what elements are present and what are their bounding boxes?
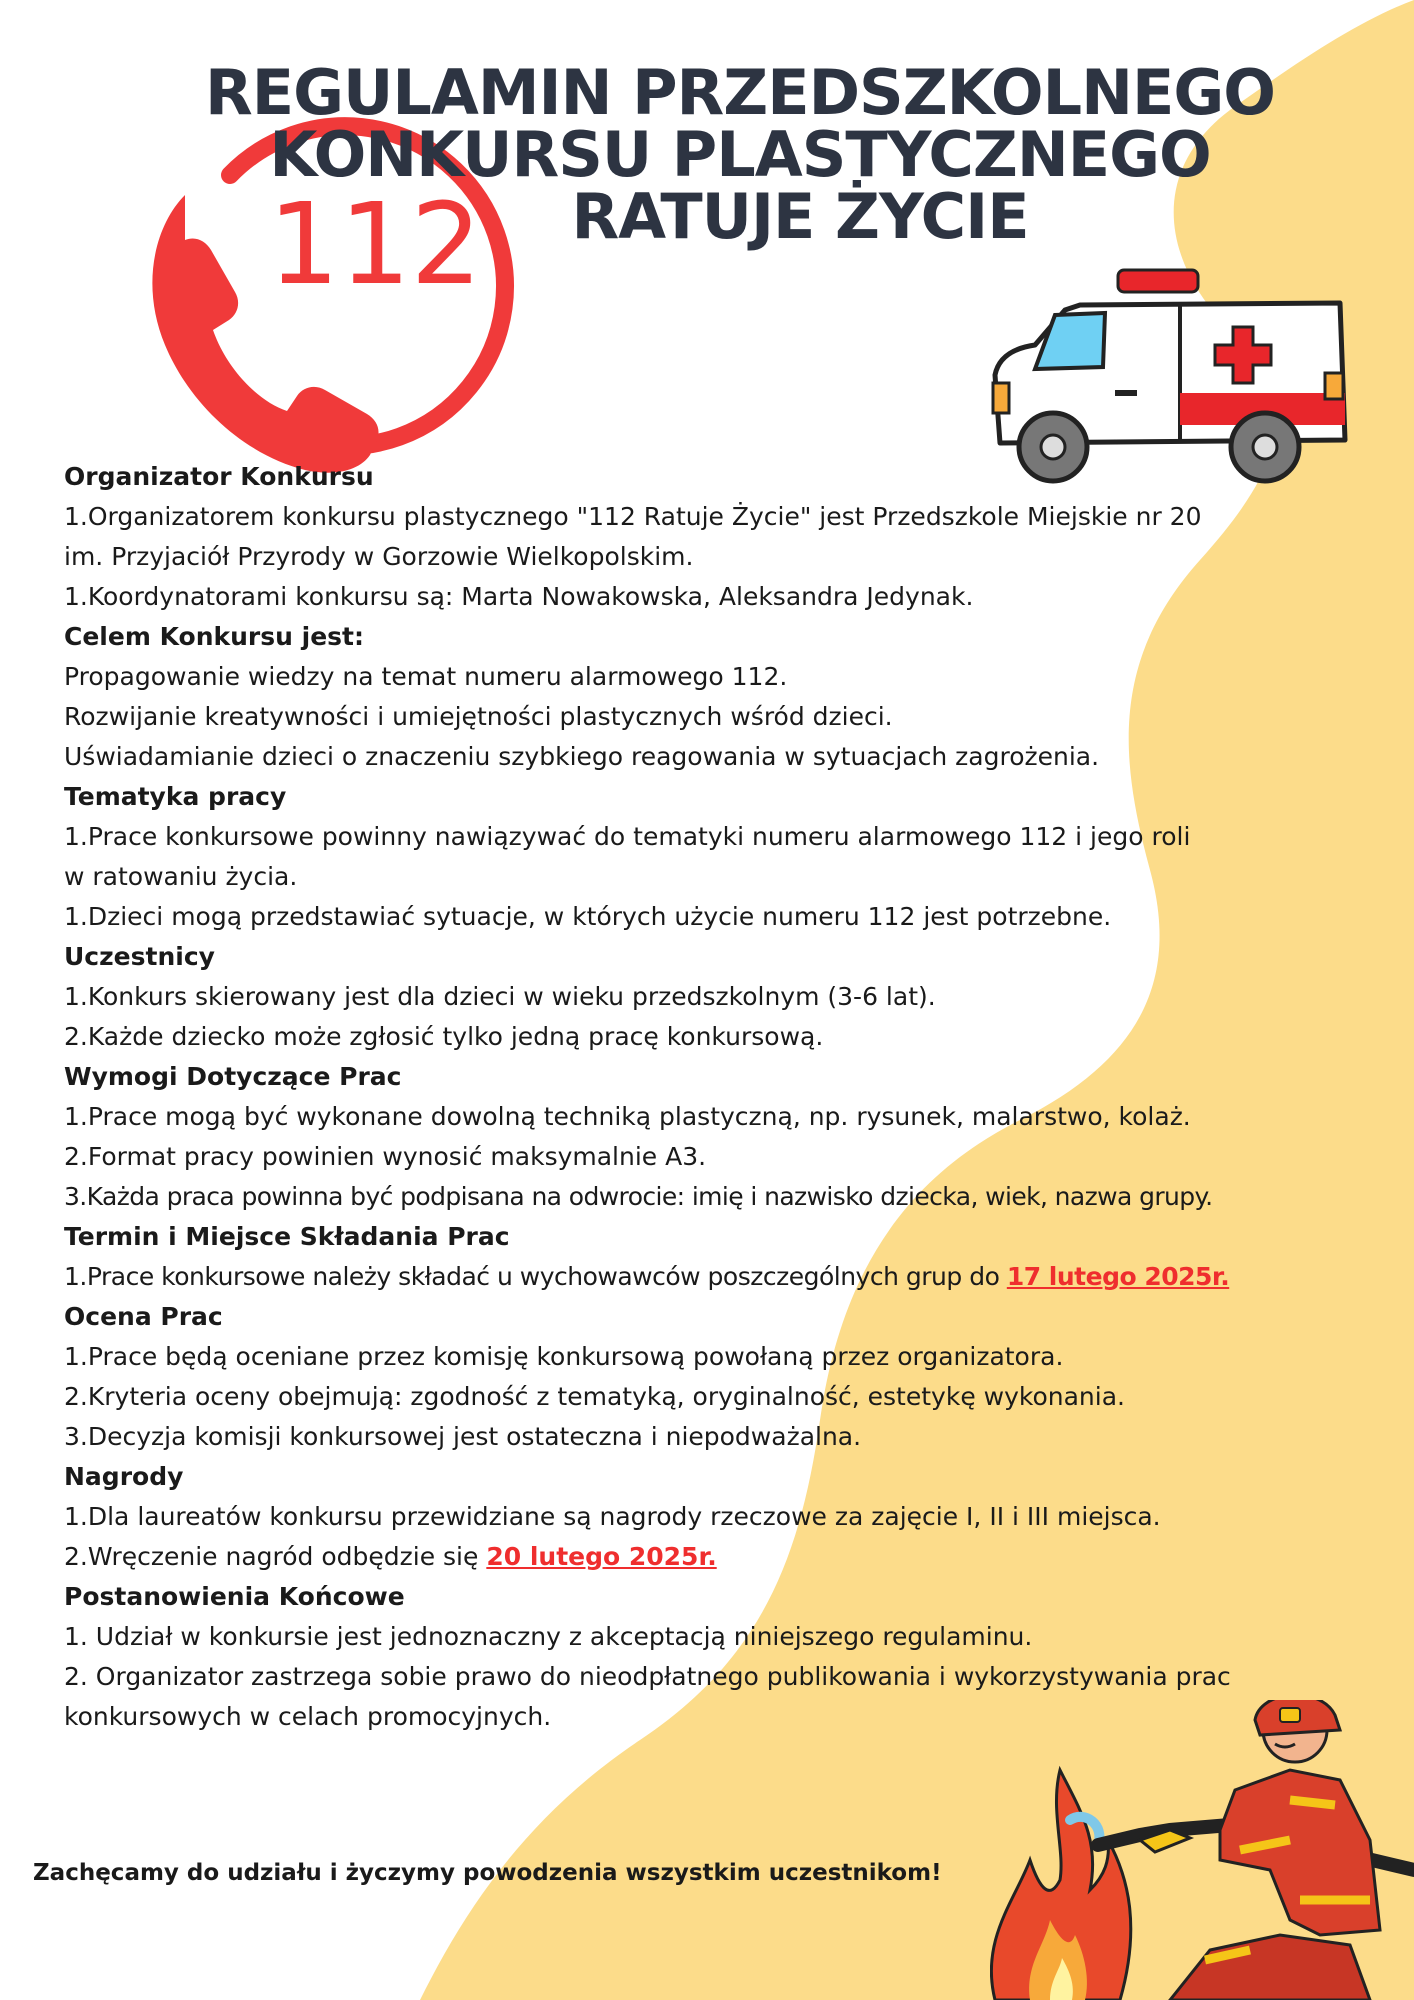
- section-line: 2.Każde dziecko może zgłosić tylko jedną pracę konkursową.: [64, 1022, 824, 1051]
- section-heading: Nagrody: [64, 1462, 184, 1491]
- section-line: 3.Każda praca powinna być podpisana na odwrocie: imię i nazwisko dziecka, wiek, nazwa grupy.: [64, 1182, 1213, 1211]
- title-line-2: KONKURSU PLASTYCZNEGO: [269, 118, 1211, 191]
- section-heading: Postanowienia Końcowe: [64, 1582, 405, 1611]
- title-line-1: REGULAMIN PRZEDSZKOLNEGO: [205, 56, 1275, 129]
- section-line: 1.Organizatorem konkursu plastycznego "112 Ratuje Życie" jest Przedszkole Miejskie nr 20: [64, 502, 1202, 531]
- section-heading: Wymogi Dotyczące Prac: [64, 1062, 402, 1091]
- section-line: konkursowych w celach promocyjnych.: [64, 1702, 552, 1731]
- section-line: 1.Prace będą oceniane przez komisję konkursową powołaną przez organizatora.: [64, 1342, 1064, 1371]
- award-text: 2.Wręczenie nagród odbędzie się: [64, 1542, 487, 1571]
- section-heading: Celem Konkursu jest:: [64, 622, 364, 651]
- section-line: im. Przyjaciół Przyrody w Gorzowie Wielkopolskim.: [64, 542, 694, 571]
- section-line: 1.Koordynatorami konkursu są: Marta Nowakowska, Aleksandra Jedynak.: [64, 582, 974, 611]
- section-line: 1.Dla laureatów konkursu przewidziane są nagrody rzeczowe za zajęcie I, II i III miejsca.: [64, 1502, 1161, 1531]
- phone-number: 112: [268, 180, 482, 310]
- section-line: Propagowanie wiedzy na temat numeru alarmowego 112.: [64, 662, 788, 691]
- section-line: 1.Konkurs skierowany jest dla dzieci w wieku przedszkolnym (3-6 lat).: [64, 982, 936, 1011]
- regulations-content: [64, 457, 1364, 1737]
- section-line: 3.Decyzja komisji konkursowej jest ostateczna i niepodważalna.: [64, 1422, 862, 1451]
- section-line: 2.Format pracy powinien wynosić maksymalnie A3.: [64, 1142, 707, 1171]
- page-title: [150, 56, 1330, 253]
- section-heading: Termin i Miejsce Składania Prac: [64, 1222, 510, 1251]
- section-line: Uświadamianie dzieci o znaczeniu szybkiego reagowania w sytuacjach zagrożenia.: [64, 742, 1100, 771]
- deadline-line: [64, 1257, 1364, 1297]
- footer-message: Zachęcamy do udziału i życzymy powodzenia wszystkim uczestnikom!: [33, 1860, 942, 1886]
- deadline-text: 1.Prace konkursowe należy składać u wychowawców poszczególnych grup do: [64, 1262, 1007, 1291]
- section-heading: Organizator Konkursu: [64, 462, 374, 491]
- section-line: 1.Prace mogą być wykonane dowolną techniką plastyczną, np. rysunek, malarstwo, kolaż.: [64, 1102, 1191, 1131]
- section-line: 2.Kryteria oceny obejmują: zgodność z tematyką, oryginalność, estetykę wykonania.: [64, 1382, 1125, 1411]
- section-heading: Uczestnicy: [64, 942, 215, 971]
- section-line: w ratowaniu życia.: [64, 862, 298, 891]
- section-heading: Tematyka pracy: [64, 782, 287, 811]
- section-line: 1.Prace konkursowe powinny nawiązywać do tematyki numeru alarmowego 112 i jego roli: [64, 822, 1191, 851]
- award-date: 20 lutego 2025r.: [486, 1542, 717, 1571]
- section-line: 1.Dzieci mogą przedstawiać sytuacje, w których użycie numeru 112 jest potrzebne.: [64, 902, 1112, 931]
- deadline-date: 17 lutego 2025r.: [1006, 1262, 1230, 1291]
- section-line: Rozwijanie kreatywności i umiejętności plastycznych wśród dzieci.: [64, 702, 893, 731]
- section-heading: Ocena Prac: [64, 1302, 223, 1331]
- section-line: 1. Udział w konkursie jest jednoznaczny z akceptacją niniejszego regulaminu.: [64, 1622, 1033, 1651]
- section-line: 2. Organizator zastrzega sobie prawo do nieodpłatnego publikowania i wykorzystywania prac: [64, 1662, 1231, 1691]
- firefighter-icon: [990, 1700, 1414, 2000]
- award-date-line: [64, 1537, 1364, 1577]
- title-line-3: RATUJE ŻYCIE: [571, 180, 1029, 253]
